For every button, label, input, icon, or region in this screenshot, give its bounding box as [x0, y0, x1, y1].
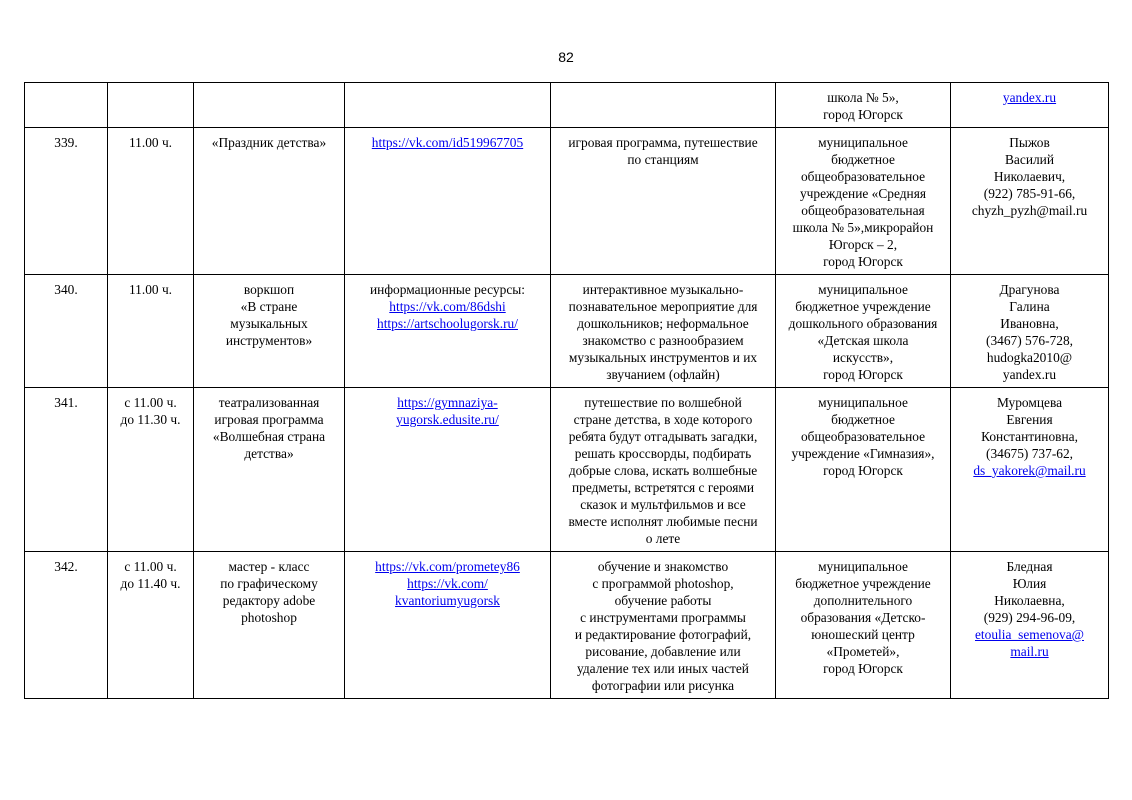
table-row: [25, 552, 1109, 699]
organization-text: бюджетное: [831, 152, 895, 167]
contact-text: yandex.ru: [1002, 367, 1057, 382]
organization-text: город Югорск: [823, 661, 903, 676]
event-title: воркшоп: [243, 282, 295, 297]
description-text: путешествие по волшебной: [584, 395, 742, 410]
organization-text: бюджетное: [831, 412, 895, 427]
resource-link[interactable]: https://vk.com/id519967705: [371, 135, 524, 150]
time-text: с 11.00 ч.: [124, 395, 177, 410]
organization-text: дошкольного образования: [788, 316, 938, 331]
organization-text: общеобразовательная: [801, 203, 925, 218]
contact-text: chyzh_pyzh@mail.ru: [971, 203, 1088, 218]
event-title: игровая программа: [214, 412, 324, 427]
row-number-cell: [25, 275, 108, 388]
description-text: звучанием (офлайн): [606, 367, 720, 382]
event-title: «Волшебная страна: [212, 429, 326, 444]
table-row: [25, 83, 1109, 128]
contact-text: Константиновна,: [981, 429, 1078, 444]
contact-text: (929) 294-96-09,: [983, 610, 1076, 625]
contact-text: Ивановна,: [1000, 316, 1059, 331]
events-table: [24, 82, 1109, 699]
organization-text: город Югорск: [823, 254, 903, 269]
description-text: ребята будут отгадывать загадки,: [568, 429, 758, 444]
links-prefix: информационные ресурсы:: [370, 282, 525, 297]
organization-cell: [776, 552, 951, 699]
organization-cell: [776, 83, 951, 128]
contact-text: (922) 785-91-66,: [983, 186, 1076, 201]
organization-text: общеобразовательное: [800, 429, 926, 444]
organization-text: город Югорск: [823, 107, 903, 122]
description-text: сказок и мультфильмов и все: [580, 497, 746, 512]
title-cell: [194, 388, 345, 552]
organization-text: учреждение «Гимназия»,: [791, 446, 935, 461]
organization-text: муниципальное: [818, 559, 908, 574]
links-cell: [345, 388, 551, 552]
description-text: и редактирование фотографий,: [574, 627, 752, 642]
organization-text: город Югорск: [823, 367, 903, 382]
contact-cell: [951, 128, 1109, 275]
time-text: с 11.00 ч.: [124, 559, 177, 574]
row-number-cell: [25, 388, 108, 552]
row-number: 341.: [54, 395, 78, 410]
organization-text: муниципальное: [818, 282, 908, 297]
row-number-cell: [25, 83, 108, 128]
contact-text: (3467) 576-728,: [985, 333, 1074, 348]
event-title: театрализованная: [218, 395, 320, 410]
time-cell: [108, 552, 194, 699]
description-text: игровая программа, путешествие: [568, 135, 758, 150]
event-title: по графическому: [220, 576, 318, 591]
contact-text: (34675) 737-62,: [985, 446, 1074, 461]
event-title: «Праздник детства»: [211, 135, 327, 150]
description-text: интерактивное музыкально-: [582, 282, 744, 297]
organization-text: бюджетное учреждение: [795, 576, 931, 591]
description-text: предметы, встретятся с героями: [571, 480, 755, 495]
links-cell: [345, 552, 551, 699]
title-cell: [194, 128, 345, 275]
description-text: дошкольников; неформальное: [577, 316, 749, 331]
description-text: знакомство с разнообразием: [582, 333, 744, 348]
description-cell: [551, 388, 776, 552]
event-title: photoshop: [241, 610, 297, 625]
organization-text: бюджетное учреждение: [795, 299, 931, 314]
description-text: добрые слова, искать волшебные: [568, 463, 758, 478]
contact-text-link[interactable]: ds_yakorek@mail.ru: [973, 463, 1086, 478]
organization-text: Югорск – 2,: [828, 237, 898, 252]
resource-link[interactable]: https://gymnaziya-: [397, 395, 498, 410]
resource-link[interactable]: https://artschoolugorsk.ru/: [377, 316, 518, 331]
event-title: музыкальных: [230, 316, 308, 331]
resource-link[interactable]: kvantoriumyugorsk: [395, 593, 500, 608]
links-cell: [345, 128, 551, 275]
organization-text: учреждение «Средняя: [799, 186, 927, 201]
time-text: 11.00 ч.: [128, 135, 173, 150]
organization-text: юношеский центр: [811, 627, 915, 642]
events-table-body: [25, 83, 1109, 699]
table-row: [25, 128, 1109, 275]
title-cell: [194, 552, 345, 699]
event-title: инструментов»: [225, 333, 313, 348]
description-text: познавательное мероприятие для: [568, 299, 758, 314]
table-row: [25, 275, 1109, 388]
event-title: мастер - класс: [228, 559, 310, 574]
row-number: 340.: [54, 282, 78, 297]
description-text: музыкальных инструментов и их: [568, 350, 758, 365]
organization-cell: [776, 128, 951, 275]
organization-text: дополнительного: [813, 593, 913, 608]
contact-text: Николаевна,: [994, 593, 1065, 608]
contact-text: hudogka2010@: [986, 350, 1073, 365]
contact-text: Евгения: [1006, 412, 1053, 427]
page-number: 82: [558, 49, 574, 65]
description-cell: [551, 552, 776, 699]
contact-text: Василий: [1005, 152, 1054, 167]
organization-text: школа № 5»,: [827, 90, 899, 105]
time-cell: [108, 128, 194, 275]
resource-link[interactable]: https://vk.com/prometey86: [375, 559, 520, 574]
organization-text: образования «Детско-: [800, 610, 926, 625]
description-text: о лете: [645, 531, 681, 546]
contact-text: Николаевич,: [993, 169, 1066, 184]
organization-text: город Югорск: [823, 463, 903, 478]
time-text: до 11.40 ч.: [120, 576, 181, 591]
table-row: [25, 388, 1109, 552]
contact-cell: [951, 275, 1109, 388]
time-cell: [108, 275, 194, 388]
description-text: рисование, добавление или: [585, 644, 741, 659]
row-number-cell: [25, 552, 108, 699]
description-cell: [551, 275, 776, 388]
resource-link[interactable]: yugorsk.edusite.ru/: [396, 412, 499, 427]
time-text: 11.00 ч.: [128, 282, 173, 297]
organization-text: муниципальное: [818, 395, 908, 410]
title-cell: [194, 275, 345, 388]
time-text: до 11.30 ч.: [120, 412, 181, 427]
contact-text: Муромцева: [996, 395, 1063, 410]
links-cell: [345, 83, 551, 128]
resource-link[interactable]: https://vk.com/: [407, 576, 488, 591]
contact-text: Галина: [1009, 299, 1050, 314]
description-text: с инструментами программы: [580, 610, 746, 625]
event-title: редактору adobe: [222, 593, 316, 608]
organization-text: школа № 5»,микрорайон: [792, 220, 934, 235]
contact-text-link[interactable]: yandex.ru: [1002, 90, 1057, 105]
row-number: 339.: [54, 135, 78, 150]
event-title: детства»: [244, 446, 294, 461]
time-cell: [108, 388, 194, 552]
contact-text: Бледная: [1006, 559, 1053, 574]
description-text: вместе исполнят любимые песни: [568, 514, 758, 529]
organization-cell: [776, 275, 951, 388]
organization-text: муниципальное: [818, 135, 908, 150]
contact-cell: [951, 83, 1109, 128]
contact-text-link[interactable]: etoulia_semenova@: [974, 627, 1084, 642]
description-text: по станциям: [627, 152, 699, 167]
contact-text: Юлия: [1012, 576, 1047, 591]
contact-cell: [951, 552, 1109, 699]
contact-text: Драгунова: [999, 282, 1060, 297]
description-text: удаление тех или иных частей: [577, 661, 749, 676]
organization-text: «Детская школа: [817, 333, 909, 348]
description-text: решать кроссворды, подбирать: [574, 446, 752, 461]
title-cell: [194, 83, 345, 128]
organization-text: «Прометей»,: [826, 644, 900, 659]
description-text: обучение работы: [614, 593, 712, 608]
contact-cell: [951, 388, 1109, 552]
row-number: 342.: [54, 559, 78, 574]
description-text: стране детства, в ходе которого: [573, 412, 753, 427]
organization-text: общеобразовательное: [800, 169, 926, 184]
description-text: с программой photoshop,: [592, 576, 734, 591]
description-text: обучение и знакомство: [597, 559, 729, 574]
contact-text: Пыжов: [1009, 135, 1050, 150]
description-text: фотографии или рисунка: [591, 678, 735, 693]
description-cell: [551, 83, 776, 128]
row-number-cell: [25, 128, 108, 275]
links-cell: [345, 275, 551, 388]
organization-text: искусств»,: [832, 350, 894, 365]
resource-link[interactable]: https://vk.com/86dshi: [389, 299, 506, 314]
time-cell: [108, 83, 194, 128]
event-title: «В стране: [240, 299, 298, 314]
contact-text-link[interactable]: mail.ru: [1010, 644, 1049, 659]
description-cell: [551, 128, 776, 275]
organization-cell: [776, 388, 951, 552]
